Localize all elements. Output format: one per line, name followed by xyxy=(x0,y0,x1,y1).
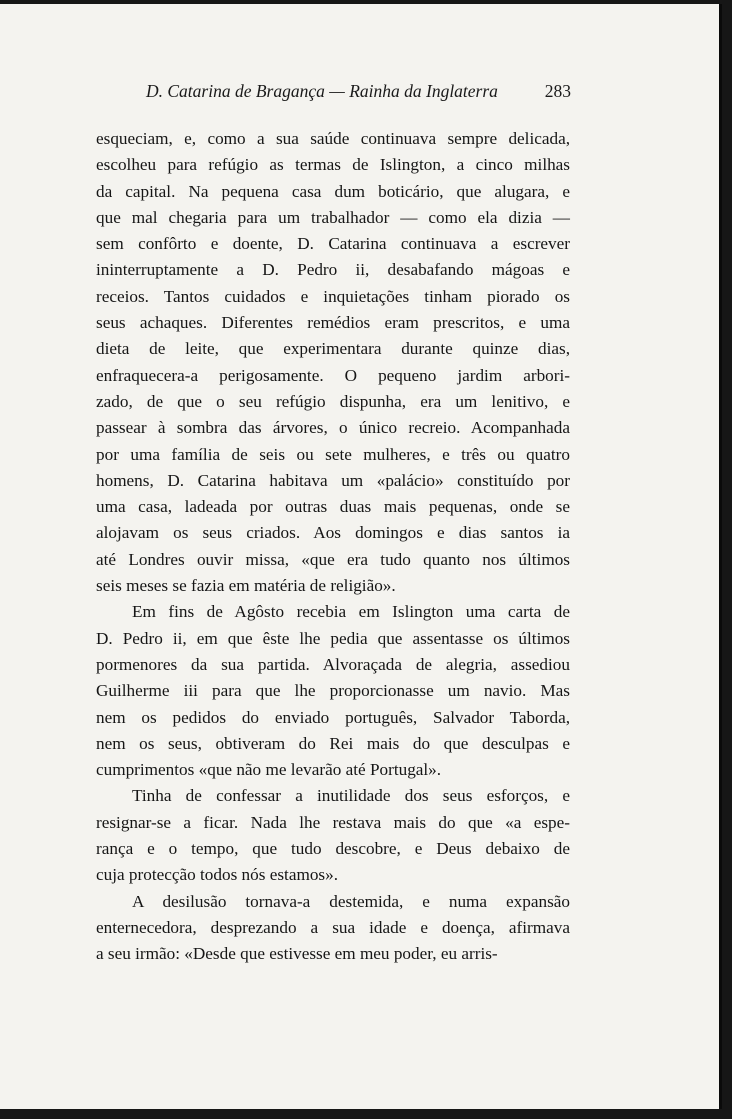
text-line: enternecedora, desprezando a sua idade e doença, afirmava xyxy=(96,917,570,937)
text-line: cumprimentos «que não me levarão até Portugal». xyxy=(96,760,442,780)
text-line: passear à sombra das árvores, o único recreio. Acompanhada xyxy=(96,418,570,438)
text-line: Guilherme iii para que lhe proporcionasse um navio. Mas xyxy=(96,681,570,701)
text-line: Em fins de Agôsto recebia em Islington uma carta de xyxy=(132,602,570,622)
page-number: 283 xyxy=(544,81,571,101)
text-line: Tinha de confessar a inutilidade dos seus esforços, e xyxy=(132,786,570,806)
text-line: até Londres ouvir missa, «que era tudo quanto nos últimos xyxy=(96,549,570,569)
paragraph xyxy=(96,599,570,783)
body-text xyxy=(96,126,570,968)
paragraph xyxy=(96,889,570,968)
text-line: sem confôrto e doente, D. Catarina continuava a escrever xyxy=(96,234,570,254)
text-line: cuja protecção todos nós estamos». xyxy=(96,865,338,885)
text-line: alojavam os seus criados. Aos domingos e dias santos ia xyxy=(96,523,570,543)
text-line: A desilusão tornava-a destemida, e numa expansão xyxy=(132,891,570,911)
paragraph xyxy=(96,783,570,888)
text-line: ininterruptamente a D. Pedro ii, desabafando mágoas e xyxy=(96,260,570,280)
text-line: receios. Tantos cuidados e inquietações tinham piorado os xyxy=(96,286,570,306)
running-header xyxy=(146,81,576,105)
text-line: enfraquecera-a perigosamente. O pequeno jardim arbori- xyxy=(96,365,570,385)
text-line: da capital. Na pequena casa dum boticário, que alugara, e xyxy=(96,181,570,201)
text-line: D. Pedro ii, em que êste lhe pedia que assentasse os últimos xyxy=(96,628,570,648)
paragraph xyxy=(96,126,570,599)
text-line: por uma família de seis ou sete mulheres, e três ou quatro xyxy=(96,444,570,464)
text-line: escolheu para refúgio as termas de Islington, a cinco milhas xyxy=(96,155,570,175)
text-line: zado, de que o seu refúgio dispunha, era um lenitivo, e xyxy=(96,391,570,411)
text-line: nem os pedidos do enviado português, Salvador Taborda, xyxy=(96,707,570,727)
text-line: dieta de leite, que experimentara durante quinze dias, xyxy=(96,339,570,359)
running-title: D. Catarina de Bragança — Rainha da Inglaterra xyxy=(146,81,498,101)
text-line: seis meses se fazia em matéria de religião». xyxy=(96,576,396,596)
text-line: a seu irmão: «Desde que estivesse em meu poder, eu arris- xyxy=(96,944,498,964)
text-line: rança e o tempo, que tudo descobre, e Deus debaixo de xyxy=(96,839,570,859)
text-line: homens, D. Catarina habitava um «palácio» constituído por xyxy=(96,470,570,490)
text-line: nem os seus, obtiveram do Rei mais do que desculpas e xyxy=(96,733,570,753)
text-line: esqueciam, e, como a sua saúde continuava sempre delicada, xyxy=(96,129,570,148)
text-line: uma casa, ladeada por outras duas mais pequenas, onde se xyxy=(96,497,570,517)
text-line: seus achaques. Diferentes remédios eram prescritos, e uma xyxy=(96,313,570,333)
text-line: que mal chegaria para um trabalhador — como ela dizia — xyxy=(96,207,570,227)
book-page xyxy=(0,4,722,1109)
text-line: pormenores da sua partida. Alvoraçada de alegria, assediou xyxy=(96,654,570,674)
text-line: resignar-se a ficar. Nada lhe restava mais do que «a espe- xyxy=(96,812,570,832)
